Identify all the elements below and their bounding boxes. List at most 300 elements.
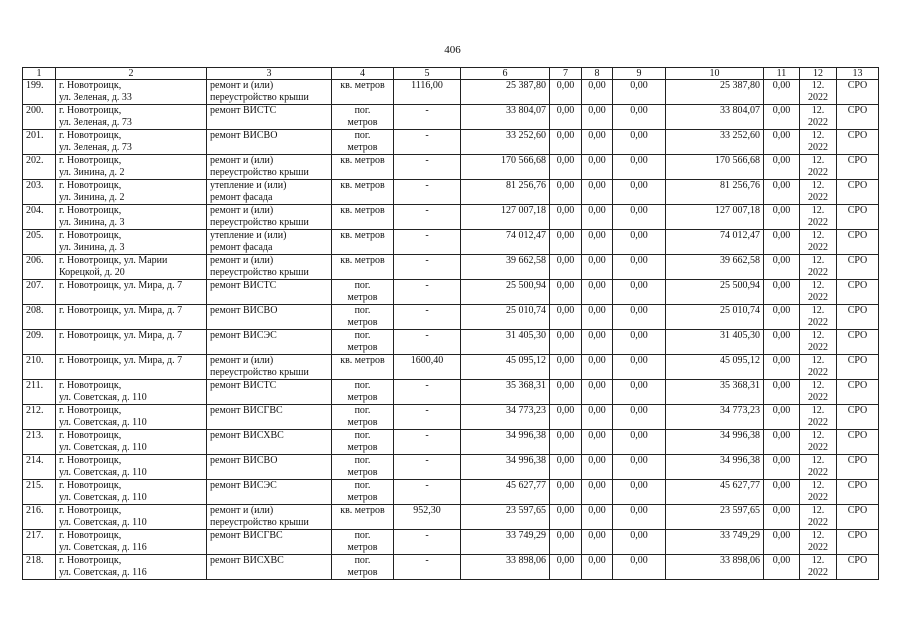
col8-cell: 0,00 <box>582 505 613 530</box>
date-cell <box>800 130 837 155</box>
col9-cell: 0,00 <box>613 555 666 580</box>
table-row <box>23 455 879 480</box>
date-cell <box>800 380 837 405</box>
col8-cell: 0,00 <box>582 180 613 205</box>
col9-cell: 0,00 <box>613 455 666 480</box>
source-cell: СРО <box>837 230 879 255</box>
date-cell-line: 12. <box>811 330 825 341</box>
work-type-cell-line: утепление и (или) <box>210 180 287 191</box>
unit-cell-line: метров <box>347 117 378 128</box>
date-cell-line: 2022 <box>808 467 828 478</box>
col7-cell: 0,00 <box>550 405 582 430</box>
date-cell-line: 12. <box>811 530 825 541</box>
unit-cell <box>332 205 394 230</box>
date-cell-line: 12. <box>811 405 825 416</box>
table-row <box>23 130 879 155</box>
unit-cell-line: пог. <box>354 305 371 316</box>
col7-cell: 0,00 <box>550 155 582 180</box>
source-cell: СРО <box>837 405 879 430</box>
date-cell <box>800 105 837 130</box>
col11-cell: 0,00 <box>764 380 800 405</box>
date-cell-line: 2022 <box>808 417 828 428</box>
unit-cell-line: кв. метров <box>340 180 385 191</box>
cost-total-cell: 127 007,18 <box>461 205 550 230</box>
col8-cell: 0,00 <box>582 80 613 105</box>
col11-cell: 0,00 <box>764 80 800 105</box>
address-cell-line: г. Новотроицк, <box>59 480 122 491</box>
cost-funds-cell: 25 387,80 <box>666 80 764 105</box>
col7-cell: 0,00 <box>550 105 582 130</box>
work-type-cell-line: ремонт ВИСТС <box>210 280 277 291</box>
col8-cell: 0,00 <box>582 230 613 255</box>
unit-cell-line: метров <box>347 292 378 303</box>
volume-cell: - <box>394 255 461 280</box>
col8-cell: 0,00 <box>582 480 613 505</box>
address-cell-line: ул. Советская, д. 116 <box>59 542 147 553</box>
col9-cell: 0,00 <box>613 505 666 530</box>
date-cell-line: 2022 <box>808 242 828 253</box>
row-number: 200. <box>23 105 56 130</box>
work-type-cell-line: ремонт и (или) <box>210 355 274 366</box>
source-cell: СРО <box>837 380 879 405</box>
work-type-cell-line: ремонт и (или) <box>210 505 274 516</box>
col11-cell: 0,00 <box>764 205 800 230</box>
col9-cell: 0,00 <box>613 105 666 130</box>
date-cell-line: 12. <box>811 80 825 91</box>
unit-cell-line: метров <box>347 492 378 503</box>
col11-cell: 0,00 <box>764 555 800 580</box>
col11-cell: 0,00 <box>764 155 800 180</box>
col-header: 1 <box>23 68 56 80</box>
row-number: 201. <box>23 130 56 155</box>
address-cell-line: г. Новотроицк, <box>59 105 122 116</box>
cost-total-cell: 81 256,76 <box>461 180 550 205</box>
work-type-cell <box>207 380 332 405</box>
work-type-cell <box>207 305 332 330</box>
date-cell-line: 2022 <box>808 142 828 153</box>
table-row <box>23 555 879 580</box>
work-type-cell <box>207 430 332 455</box>
col9-cell: 0,00 <box>613 280 666 305</box>
col8-cell: 0,00 <box>582 280 613 305</box>
source-cell: СРО <box>837 330 879 355</box>
address-cell <box>56 505 207 530</box>
col9-cell: 0,00 <box>613 380 666 405</box>
address-cell-line: г. Новотроицк, <box>59 155 122 166</box>
work-type-cell <box>207 130 332 155</box>
source-cell: СРО <box>837 430 879 455</box>
page-number: 406 <box>444 44 461 56</box>
work-type-cell-line: ремонт фасада <box>210 242 273 253</box>
row-number: 206. <box>23 255 56 280</box>
address-cell <box>56 205 207 230</box>
row-number: 207. <box>23 280 56 305</box>
date-cell-line: 12. <box>811 380 825 391</box>
col9-cell: 0,00 <box>613 130 666 155</box>
cost-funds-cell: 23 597,65 <box>666 505 764 530</box>
table-row <box>23 255 879 280</box>
col9-cell: 0,00 <box>613 330 666 355</box>
date-cell-line: 2022 <box>808 192 828 203</box>
date-cell-line: 12. <box>811 255 825 266</box>
work-type-cell <box>207 280 332 305</box>
row-number: 217. <box>23 530 56 555</box>
col9-cell: 0,00 <box>613 155 666 180</box>
volume-cell: 1116,00 <box>394 80 461 105</box>
col11-cell: 0,00 <box>764 255 800 280</box>
unit-cell <box>332 505 394 530</box>
volume-cell: - <box>394 405 461 430</box>
unit-cell-line: кв. метров <box>340 155 385 166</box>
col11-cell: 0,00 <box>764 305 800 330</box>
work-type-cell <box>207 530 332 555</box>
col9-cell: 0,00 <box>613 530 666 555</box>
unit-cell <box>332 405 394 430</box>
unit-cell <box>332 180 394 205</box>
table-row <box>23 480 879 505</box>
volume-cell: - <box>394 305 461 330</box>
date-cell-line: 2022 <box>808 517 828 528</box>
date-cell-line: 12. <box>811 205 825 216</box>
address-cell <box>56 455 207 480</box>
date-cell <box>800 330 837 355</box>
unit-cell <box>332 155 394 180</box>
date-cell-line: 12. <box>811 280 825 291</box>
cost-total-cell: 33 749,29 <box>461 530 550 555</box>
source-cell: СРО <box>837 180 879 205</box>
col7-cell: 0,00 <box>550 480 582 505</box>
work-type-cell <box>207 80 332 105</box>
col-header: 8 <box>582 68 613 80</box>
address-cell <box>56 180 207 205</box>
col11-cell: 0,00 <box>764 230 800 255</box>
col9-cell: 0,00 <box>613 230 666 255</box>
date-cell-line: 12. <box>811 455 825 466</box>
unit-cell-line: пог. <box>354 430 371 441</box>
address-cell-line: г. Новотроицк, <box>59 555 122 566</box>
unit-cell <box>332 130 394 155</box>
source-cell: СРО <box>837 355 879 380</box>
col7-cell: 0,00 <box>550 130 582 155</box>
date-cell <box>800 430 837 455</box>
date-cell-line: 2022 <box>808 342 828 353</box>
col9-cell: 0,00 <box>613 180 666 205</box>
col11-cell: 0,00 <box>764 130 800 155</box>
col7-cell: 0,00 <box>550 230 582 255</box>
unit-cell <box>332 555 394 580</box>
date-cell-line: 2022 <box>808 492 828 503</box>
table-row <box>23 380 879 405</box>
address-cell <box>56 355 207 380</box>
col7-cell: 0,00 <box>550 280 582 305</box>
col9-cell: 0,00 <box>613 430 666 455</box>
volume-cell: - <box>394 205 461 230</box>
address-cell-line: ул. Зинина, д. 3 <box>59 217 125 228</box>
address-cell-line: Корецкой, д. 20 <box>59 267 125 278</box>
date-cell <box>800 355 837 380</box>
table-row <box>23 330 879 355</box>
work-type-cell <box>207 480 332 505</box>
volume-cell: 952,30 <box>394 505 461 530</box>
header-row <box>23 68 879 80</box>
unit-cell-line: пог. <box>354 380 371 391</box>
table-row <box>23 205 879 230</box>
col-header: 13 <box>837 68 879 80</box>
unit-cell <box>332 230 394 255</box>
unit-cell <box>332 255 394 280</box>
col11-cell: 0,00 <box>764 180 800 205</box>
address-cell <box>56 155 207 180</box>
date-cell-line: 12. <box>811 505 825 516</box>
unit-cell-line: кв. метров <box>340 355 385 366</box>
row-number: 199. <box>23 80 56 105</box>
row-number: 210. <box>23 355 56 380</box>
work-type-cell <box>207 505 332 530</box>
work-type-cell <box>207 105 332 130</box>
row-number: 208. <box>23 305 56 330</box>
address-cell-line: ул. Советская, д. 110 <box>59 467 147 478</box>
cost-total-cell: 170 566,68 <box>461 155 550 180</box>
work-type-cell-line: утепление и (или) <box>210 230 287 241</box>
row-number: 202. <box>23 155 56 180</box>
cost-funds-cell: 127 007,18 <box>666 205 764 230</box>
work-type-cell <box>207 180 332 205</box>
col8-cell: 0,00 <box>582 380 613 405</box>
col9-cell: 0,00 <box>613 255 666 280</box>
address-cell <box>56 555 207 580</box>
work-type-cell-line: ремонт ВИСГВС <box>210 530 283 541</box>
cost-funds-cell: 45 627,77 <box>666 480 764 505</box>
address-cell <box>56 480 207 505</box>
col9-cell: 0,00 <box>613 305 666 330</box>
address-cell-line: г. Новотроицк, ул. Мира, д. 7 <box>59 305 183 316</box>
col-header: 4 <box>332 68 394 80</box>
date-cell-line: 2022 <box>808 92 828 103</box>
date-cell <box>800 280 837 305</box>
cost-funds-cell: 45 095,12 <box>666 355 764 380</box>
col7-cell: 0,00 <box>550 305 582 330</box>
col7-cell: 0,00 <box>550 430 582 455</box>
address-cell-line: г. Новотроицк, <box>59 530 122 541</box>
date-cell <box>800 80 837 105</box>
volume-cell: - <box>394 280 461 305</box>
col9-cell: 0,00 <box>613 480 666 505</box>
work-type-cell-line: переустройство крыши <box>210 92 309 103</box>
volume-cell: - <box>394 430 461 455</box>
row-number: 203. <box>23 180 56 205</box>
date-cell-line: 12. <box>811 130 825 141</box>
col-header: 2 <box>56 68 207 80</box>
cost-funds-cell: 35 368,31 <box>666 380 764 405</box>
address-cell-line: г. Новотроицк, <box>59 380 122 391</box>
work-type-cell-line: ремонт фасада <box>210 192 273 203</box>
col8-cell: 0,00 <box>582 530 613 555</box>
cost-funds-cell: 25 500,94 <box>666 280 764 305</box>
date-cell <box>800 305 837 330</box>
col-header: 7 <box>550 68 582 80</box>
col7-cell: 0,00 <box>550 330 582 355</box>
unit-cell-line: пог. <box>354 405 371 416</box>
volume-cell: - <box>394 130 461 155</box>
source-cell: СРО <box>837 205 879 230</box>
address-cell <box>56 380 207 405</box>
address-cell <box>56 80 207 105</box>
source-cell: СРО <box>837 255 879 280</box>
cost-funds-cell: 33 252,60 <box>666 130 764 155</box>
date-cell-line: 12. <box>811 230 825 241</box>
unit-cell-line: метров <box>347 317 378 328</box>
col-header: 6 <box>461 68 550 80</box>
row-number: 214. <box>23 455 56 480</box>
unit-cell <box>332 355 394 380</box>
row-number: 211. <box>23 380 56 405</box>
table-row <box>23 105 879 130</box>
col-header: 5 <box>394 68 461 80</box>
work-type-cell <box>207 155 332 180</box>
cost-total-cell: 39 662,58 <box>461 255 550 280</box>
col8-cell: 0,00 <box>582 430 613 455</box>
date-cell-line: 2022 <box>808 267 828 278</box>
cost-total-cell: 45 627,77 <box>461 480 550 505</box>
work-type-cell-line: ремонт ВИСЭС <box>210 480 277 491</box>
unit-cell <box>332 430 394 455</box>
unit-cell-line: пог. <box>354 330 371 341</box>
cost-funds-cell: 25 010,74 <box>666 305 764 330</box>
volume-cell: - <box>394 105 461 130</box>
cost-total-cell: 34 773,23 <box>461 405 550 430</box>
unit-cell-line: метров <box>347 392 378 403</box>
source-cell: СРО <box>837 130 879 155</box>
volume-cell: - <box>394 455 461 480</box>
unit-cell <box>332 305 394 330</box>
col7-cell: 0,00 <box>550 355 582 380</box>
address-cell-line: г. Новотроицк, <box>59 505 122 516</box>
address-cell-line: г. Новотроицк, <box>59 430 122 441</box>
table-row <box>23 430 879 455</box>
work-type-cell-line: ремонт ВИСВО <box>210 455 278 466</box>
work-type-cell-line: ремонт ВИСЭС <box>210 330 277 341</box>
cost-funds-cell: 34 996,38 <box>666 455 764 480</box>
date-cell-line: 12. <box>811 355 825 366</box>
col7-cell: 0,00 <box>550 505 582 530</box>
cost-funds-cell: 34 773,23 <box>666 405 764 430</box>
date-cell-line: 2022 <box>808 442 828 453</box>
address-cell-line: ул. Зинина, д. 2 <box>59 192 125 203</box>
col-header: 10 <box>666 68 764 80</box>
address-cell-line: ул. Зеленая, д. 73 <box>59 117 132 128</box>
address-cell <box>56 405 207 430</box>
work-type-cell-line: ремонт и (или) <box>210 255 274 266</box>
address-cell-line: г. Новотроицк, <box>59 205 122 216</box>
col7-cell: 0,00 <box>550 255 582 280</box>
col9-cell: 0,00 <box>613 355 666 380</box>
address-cell-line: г. Новотроицк, <box>59 455 122 466</box>
col8-cell: 0,00 <box>582 205 613 230</box>
source-cell: СРО <box>837 455 879 480</box>
row-number: 215. <box>23 480 56 505</box>
unit-cell-line: пог. <box>354 130 371 141</box>
cost-funds-cell: 39 662,58 <box>666 255 764 280</box>
address-cell <box>56 530 207 555</box>
cost-total-cell: 33 252,60 <box>461 130 550 155</box>
col7-cell: 0,00 <box>550 205 582 230</box>
date-cell-line: 2022 <box>808 567 828 578</box>
address-cell-line: ул. Советская, д. 116 <box>59 567 147 578</box>
unit-cell-line: кв. метров <box>340 80 385 91</box>
row-number: 213. <box>23 430 56 455</box>
unit-cell-line: метров <box>347 542 378 553</box>
unit-cell-line: метров <box>347 142 378 153</box>
col8-cell: 0,00 <box>582 155 613 180</box>
col-header: 3 <box>207 68 332 80</box>
col9-cell: 0,00 <box>613 405 666 430</box>
table-row <box>23 305 879 330</box>
address-cell-line: ул. Зинина, д. 2 <box>59 167 125 178</box>
address-cell-line: г. Новотроицк, ул. Мира, д. 7 <box>59 280 183 291</box>
table-row <box>23 230 879 255</box>
col8-cell: 0,00 <box>582 405 613 430</box>
work-type-cell <box>207 205 332 230</box>
work-type-cell-line: переустройство крыши <box>210 217 309 228</box>
row-number: 204. <box>23 205 56 230</box>
col11-cell: 0,00 <box>764 280 800 305</box>
date-cell <box>800 180 837 205</box>
date-cell-line: 12. <box>811 180 825 191</box>
source-cell: СРО <box>837 555 879 580</box>
col11-cell: 0,00 <box>764 480 800 505</box>
table-row <box>23 280 879 305</box>
cost-total-cell: 25 387,80 <box>461 80 550 105</box>
cost-total-cell: 31 405,30 <box>461 330 550 355</box>
col8-cell: 0,00 <box>582 455 613 480</box>
col8-cell: 0,00 <box>582 130 613 155</box>
col7-cell: 0,00 <box>550 80 582 105</box>
col7-cell: 0,00 <box>550 180 582 205</box>
address-cell-line: ул. Зеленая, д. 73 <box>59 142 132 153</box>
work-type-cell-line: ремонт ВИСХВС <box>210 555 284 566</box>
address-cell-line: г. Новотроицк, <box>59 230 122 241</box>
date-cell <box>800 480 837 505</box>
col8-cell: 0,00 <box>582 355 613 380</box>
work-type-cell-line: ремонт ВИСТС <box>210 380 277 391</box>
address-cell-line: г. Новотроицк, <box>59 130 122 141</box>
source-cell: СРО <box>837 505 879 530</box>
work-type-cell <box>207 255 332 280</box>
date-cell <box>800 205 837 230</box>
source-cell: СРО <box>837 530 879 555</box>
date-cell-line: 12. <box>811 305 825 316</box>
col8-cell: 0,00 <box>582 255 613 280</box>
table-row <box>23 155 879 180</box>
source-cell: СРО <box>837 480 879 505</box>
col8-cell: 0,00 <box>582 305 613 330</box>
col8-cell: 0,00 <box>582 105 613 130</box>
work-type-cell <box>207 230 332 255</box>
address-cell-line: г. Новотроицк, <box>59 405 122 416</box>
work-type-cell <box>207 330 332 355</box>
volume-cell: - <box>394 380 461 405</box>
address-cell-line: г. Новотроицк, ул. Мира, д. 7 <box>59 355 183 366</box>
work-type-cell <box>207 355 332 380</box>
table-row <box>23 180 879 205</box>
address-cell-line: ул. Зеленая, д. 33 <box>59 92 132 103</box>
address-cell <box>56 280 207 305</box>
date-cell-line: 2022 <box>808 217 828 228</box>
row-number: 205. <box>23 230 56 255</box>
unit-cell <box>332 80 394 105</box>
date-cell-line: 12. <box>811 105 825 116</box>
row-number: 218. <box>23 555 56 580</box>
